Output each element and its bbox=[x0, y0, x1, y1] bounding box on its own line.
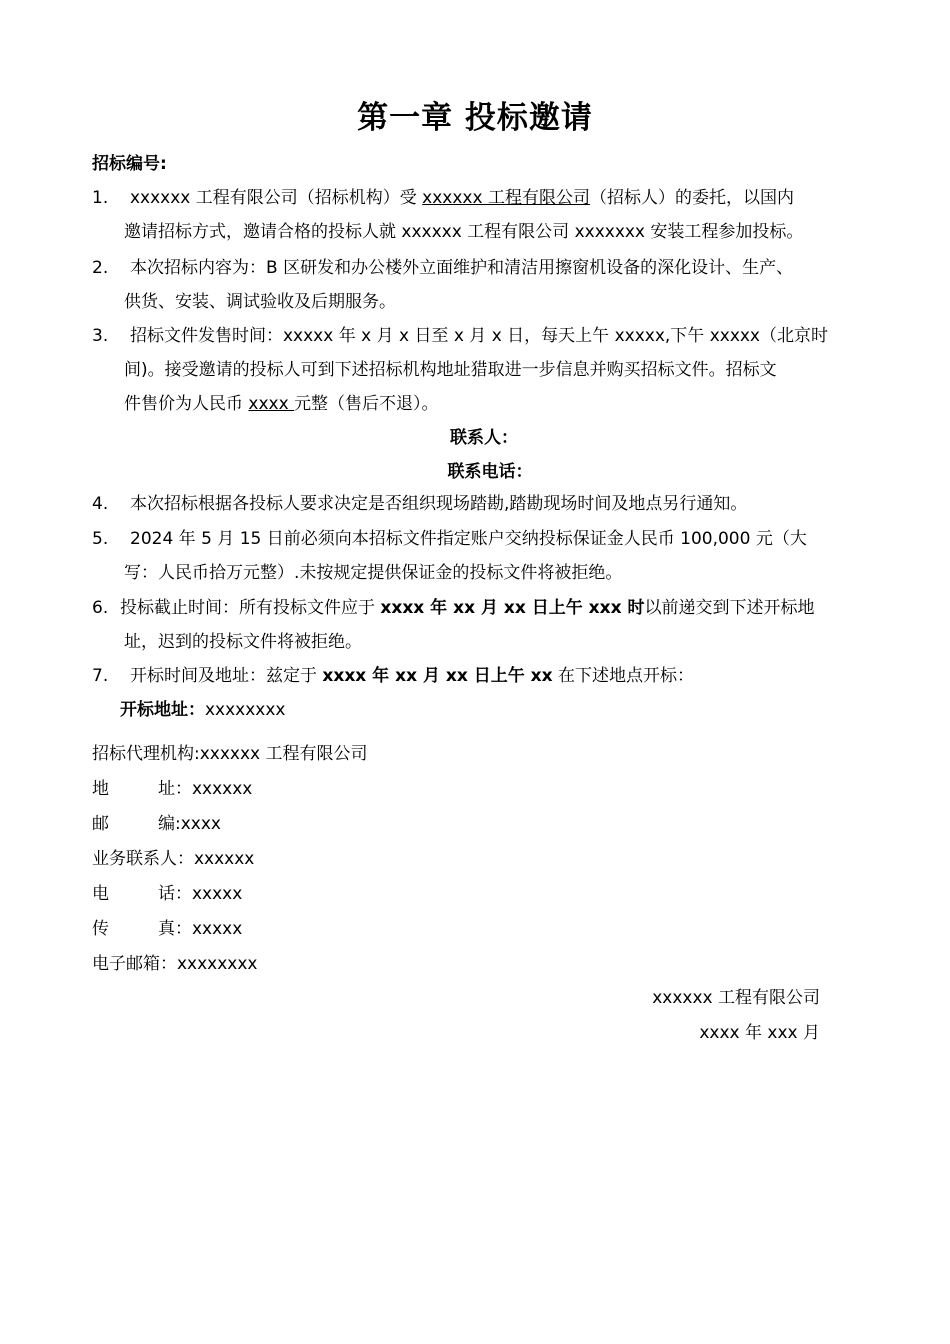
address-label-1: 地 bbox=[92, 779, 109, 799]
phone-value: xxxxx bbox=[192, 884, 243, 904]
agency-postcode bbox=[92, 812, 221, 836]
item-6-text-b: 以前递交到下述开标地 bbox=[644, 598, 815, 618]
agency-email: 电子邮箱：xxxxxxxx bbox=[92, 954, 258, 974]
item-2-line-2: 供货、安装、调试验收及后期服务。 bbox=[124, 292, 396, 312]
item-7-opening-time: xxxx 年 xx 月 xx 日上午 xx bbox=[322, 666, 553, 686]
item-6-line-1 bbox=[120, 596, 814, 620]
item-3-price: xxxx bbox=[248, 394, 295, 414]
contact-person: 联系人： bbox=[450, 428, 518, 448]
address-label-2: 址： bbox=[158, 779, 192, 799]
phone-label-1: 电 bbox=[92, 884, 109, 904]
item-6-number: 6. bbox=[92, 598, 109, 618]
fax-label-1: 传 bbox=[92, 919, 109, 939]
item-3-text-b: 元整（售后不退）。 bbox=[294, 394, 439, 414]
address-value: xxxxxx bbox=[192, 779, 253, 799]
contact-phone: 联系电话： bbox=[447, 462, 533, 482]
item-7-text-a: 开标时间及地址：兹定于 bbox=[130, 666, 323, 686]
item-5-line-1: 2024 年 5 月 15 日前必须向本招标文件指定账户交纳投标保证金人民币 100,000 元（大 bbox=[130, 529, 807, 549]
item-2-number: 2. bbox=[92, 258, 109, 278]
item-4-line-1: 本次招标根据各投标人要求决定是否组织现场踏勘,踏勘现场时间及地点另行通知。 bbox=[130, 494, 748, 514]
item-1-text-a: xxxxxx 工程有限公司（招标机构）受 bbox=[130, 188, 423, 208]
item-6-deadline: xxxx 年 xx 月 xx 日上午 xxx 时 bbox=[380, 598, 645, 618]
fax-value: xxxxx bbox=[192, 919, 243, 939]
open-address-label: 开标地址： bbox=[120, 700, 205, 720]
item-1-line-2: 邀请招标方式，邀请合格的投标人就 xxxxxx 工程有限公司 xxxxxxx 安装工程参加投标。 bbox=[124, 222, 804, 242]
item-1-line-1 bbox=[130, 186, 794, 210]
item-6-text-a: 投标截止时间：所有投标文件应于 bbox=[120, 598, 381, 618]
item-5-number: 5. bbox=[92, 529, 109, 549]
fax-label-2: 真： bbox=[158, 919, 192, 939]
item-2-line-1: 本次招标内容为：B 区研发和办公楼外立面维护和清洁用擦窗机设备的深化设计、生产、 bbox=[130, 258, 794, 278]
item-6-line-2: 址，迟到的投标文件将被拒绝。 bbox=[124, 632, 362, 652]
agency-line: 招标代理机构:xxxxxx 工程有限公司 bbox=[92, 744, 368, 764]
postcode-label-2: 编: bbox=[158, 814, 181, 834]
open-address bbox=[120, 698, 285, 722]
signature-date: xxxx 年 xxx 月 bbox=[699, 1023, 820, 1043]
item-1-text-b: （招标人）的委托，以国内 bbox=[589, 188, 794, 208]
item-1-tenderer-name: xxxxxx 工程有限公司 bbox=[422, 188, 590, 208]
item-3-line-3 bbox=[124, 392, 439, 416]
item-7-line-1 bbox=[130, 664, 694, 688]
item-3-text-a: 件售价为人民币 bbox=[124, 394, 249, 414]
agency-address bbox=[92, 777, 252, 801]
phone-label-2: 话： bbox=[158, 884, 192, 904]
signature-company: xxxxxx 工程有限公司 bbox=[652, 988, 820, 1008]
agency-phone bbox=[92, 882, 242, 906]
item-4-number: 4. bbox=[92, 494, 109, 514]
item-3-line-1: 招标文件发售时间：xxxxx 年 x 月 x 日至 x 月 x 日，每天上午 xxxxx,下午 xxxxx（北京时 bbox=[130, 326, 828, 346]
item-7-number: 7. bbox=[92, 666, 109, 686]
item-7-text-b: 在下述地点开标： bbox=[552, 666, 694, 686]
item-3-number: 3. bbox=[92, 326, 109, 346]
item-5-line-2: 写：人民币拾万元整）.未按规定提供保证金的投标文件将被拒绝。 bbox=[124, 563, 623, 583]
open-address-value: xxxxxxxx bbox=[205, 700, 286, 720]
postcode-label-1: 邮 bbox=[92, 814, 109, 834]
item-3-line-2: 间)。接受邀请的投标人可到下述招标机构地址猎取进一步信息并购买招标文件。招标文 bbox=[124, 360, 777, 380]
agency-fax bbox=[92, 917, 242, 941]
agency-business-contact: 业务联系人：xxxxxx bbox=[92, 849, 255, 869]
postcode-value: xxxx bbox=[180, 814, 221, 834]
page-title: 第一章 投标邀请 bbox=[357, 100, 593, 136]
bid-number-label: 招标编号: bbox=[92, 154, 167, 174]
item-1-number: 1. bbox=[92, 188, 109, 208]
